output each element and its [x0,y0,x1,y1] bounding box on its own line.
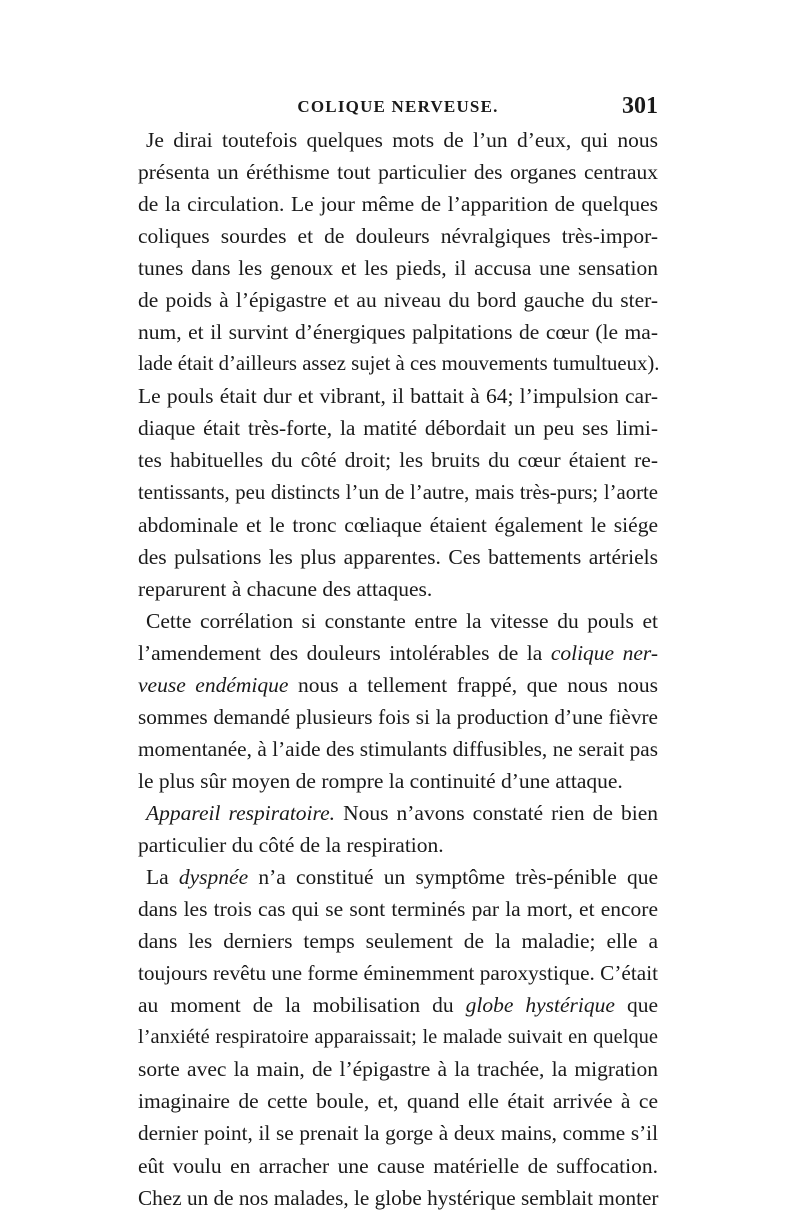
text-line: momentanée, à l’aide des stimulants diffusibles, ne serait pas [138,736,658,761]
text-line: coliques sourdes et de douleurs névralgiques très-impor- [138,224,658,249]
text-line: sorte avec la main, de l’épigastre à la trachée, la migration [138,1057,658,1082]
running-head: COLIQUE NERVEUSE. [297,97,499,116]
text-line: La dyspnée n’a constitué un symptôme très-pénible que [146,865,658,890]
text-line: dans les trois cas qui se sont terminés par la mort, et encore [138,897,658,922]
text-line: Appareil respiratoire. Nous n’avons constaté rien de bien [146,800,659,825]
body-text [138,124,658,1214]
text-line: veuse endémique nous a tellement frappé, que nous nous [138,672,659,697]
text-line: lade était d’ailleurs assez sujet à ces mouvements tumultueux). [138,353,660,376]
text-line: Cette corrélation si constante entre la vitesse du pouls et [146,608,658,633]
text-line: Chez un de nos malades, le globe hystérique semblait monter [138,1185,659,1210]
text-line: sommes demandé plusieurs fois si la production d’une fièvre [138,704,658,729]
text-line: toujours revêtu une forme éminemment paroxystique. C’était [138,961,658,986]
text-line: diaque était très-forte, la matité débordait un peu ses limi- [138,416,658,441]
text-line: eût voulu en arracher une cause matérielle de suffocation. [138,1153,658,1178]
text-line: au moment de la mobilisation du globe hystérique que [138,993,659,1018]
text-line: tunes dans les genoux et les pieds, il accusa une sensation [138,256,658,281]
text-line: présenta un éréthisme tout particulier des organes centraux [138,160,658,185]
text-line: l’amendement des douleurs intolérables de la colique ner- [138,640,658,665]
text-line: des pulsations les plus apparentes. Ces battements artériels [138,544,658,569]
text-line: l’anxiété respiratoire apparaissait; le malade suivait en quelque [138,1026,658,1049]
text-line: imaginaire de cette boule, et, quand elle était arrivée à ce [138,1089,658,1114]
text-line: le plus sûr moyen de rompre la continuité d’une attaque. [138,768,623,793]
text-line: tentissants, peu distincts l’un de l’autre, mais très-purs; l’aorte [138,481,658,504]
text-line: particulier du côté de la respiration. [138,833,444,858]
text-line: de la circulation. Le jour même de l’apparition de quelques [138,192,658,217]
text-line: dans les derniers temps seulement de la maladie; elle a [138,929,658,954]
text-line: de poids à l’épigastre et au niveau du bord gauche du ster- [138,288,658,313]
text-line: tes habituelles du côté droit; les bruits du cœur étaient re- [138,448,658,473]
text-line: num, et il survint d’énergiques palpitations de cœur (le ma- [138,320,658,345]
text-line: reparurent à chacune des attaques. [138,576,433,601]
text-line: dernier point, il se prenait la gorge à deux mains, comme s’il [138,1121,658,1146]
text-line: Le pouls était dur et vibrant, il battait à 64; l’impulsion car- [138,384,658,409]
page-header [138,93,658,121]
text-line: Je dirai toutefois quelques mots de l’un d’eux, qui nous [146,128,658,152]
page-number: 301 [622,93,658,119]
text-line: abdominale et le tronc cœliaque étaient également le siége [138,512,658,537]
